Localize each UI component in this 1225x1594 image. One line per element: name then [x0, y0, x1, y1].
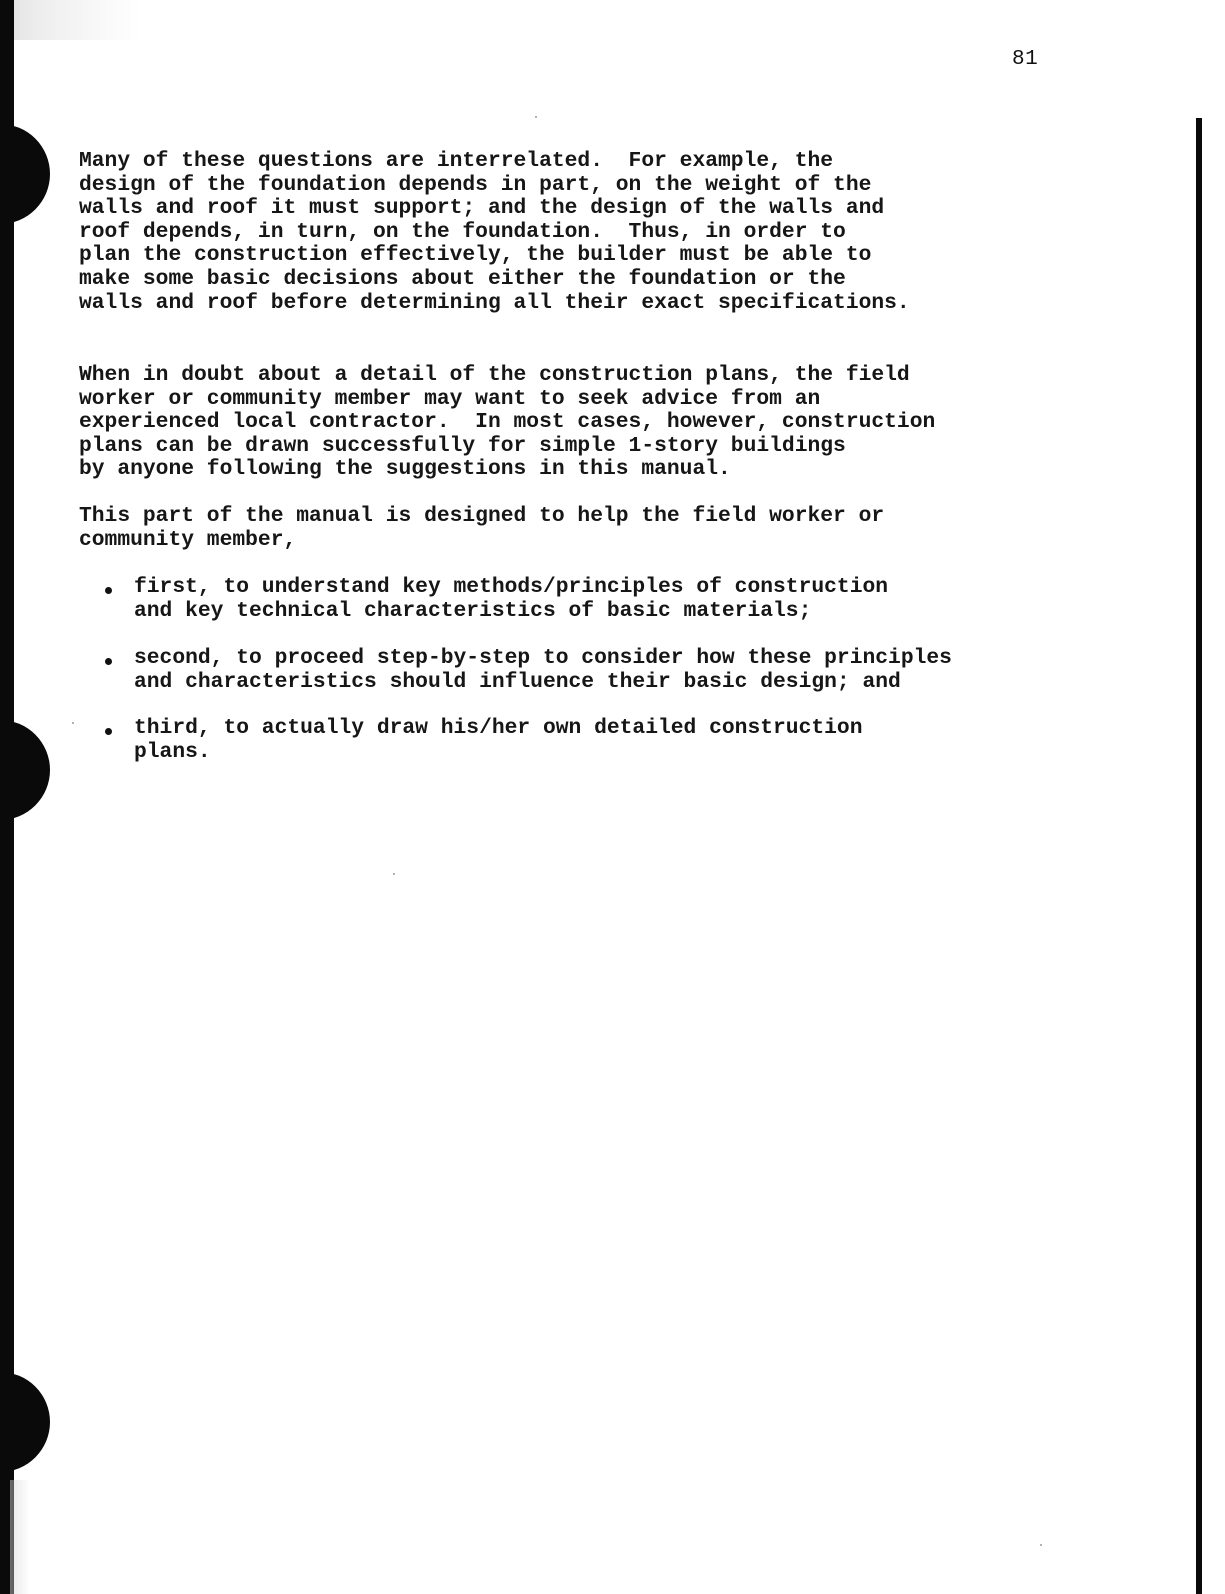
scan-speck	[72, 722, 74, 724]
paragraph-manual-purpose: This part of the manual is designed to help the field worker or community member,	[79, 504, 885, 552]
bullet-icon	[105, 728, 112, 735]
punch-hole-middle	[0, 720, 50, 820]
list-item-text: first, to understand key methods/principles of construction and key technical characteristics of basic materials;	[134, 575, 889, 623]
scan-shadow-top	[0, 0, 140, 40]
right-page-edge	[1196, 118, 1202, 1594]
list-item-text: third, to actually draw his/her own detailed construction plans.	[134, 716, 863, 764]
punch-hole-bottom	[0, 1372, 50, 1472]
bullet-icon	[105, 587, 112, 594]
paragraph-doubt-advice: When in doubt about a detail of the construction plans, the field worker or community member may want to seek advice from an experienced local contractor. In most cases, however, construction plans can be drawn successfully for simple 1-story buildings by anyone following the suggestions in this manual.	[79, 363, 936, 482]
scan-speck	[535, 116, 537, 118]
scan-speck	[1040, 1544, 1042, 1546]
list-item-text: second, to proceed step-by-step to consider how these principles and characteristics should influence their basic design; and	[134, 646, 952, 694]
punch-hole-top	[0, 124, 50, 224]
page-number: 81	[1012, 48, 1039, 71]
bullet-icon	[105, 658, 112, 665]
paragraph-interrelated-questions: Many of these questions are interrelated. For example, the design of the foundation depends in part, on the weight of the walls and roof it must support; and the design of the walls and roof depends, in turn, on the foundation. Thus, in order to plan the construction effectively, the builder must be able to make some basic decisions about either the foundation or the walls and roof before determining all their exact specifications.	[79, 149, 910, 315]
scan-shadow-bottom	[10, 1480, 30, 1594]
scan-speck	[393, 873, 395, 875]
